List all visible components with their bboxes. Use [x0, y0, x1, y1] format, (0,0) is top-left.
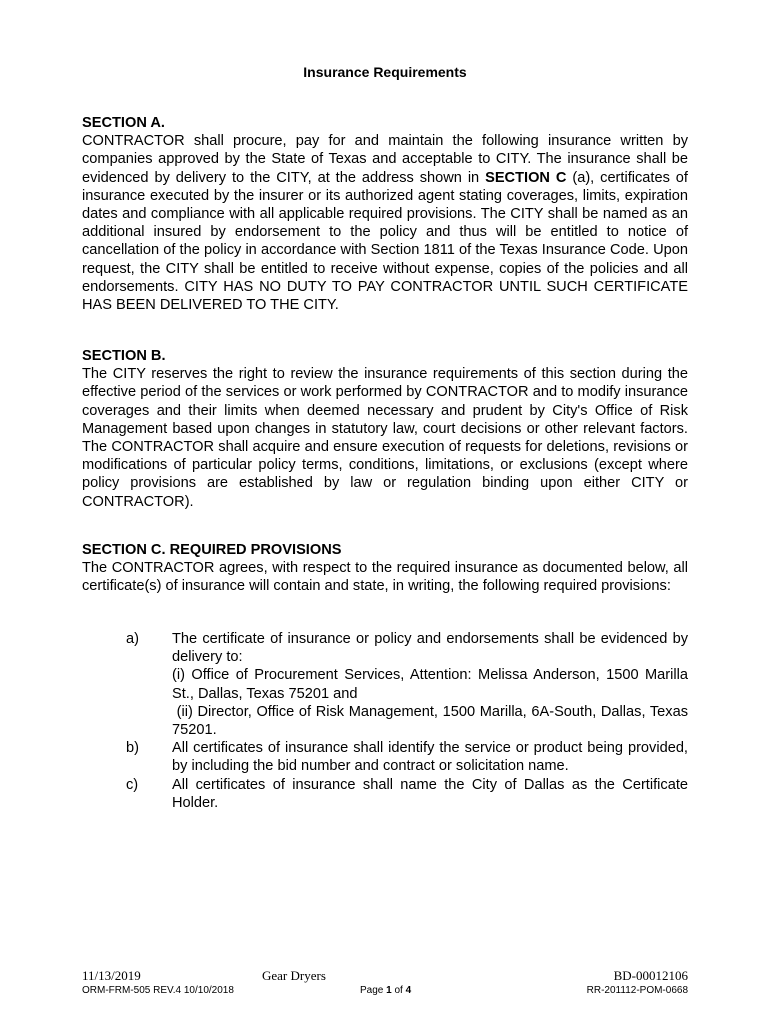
section-a-heading: SECTION A.: [82, 115, 165, 131]
footer-product: Gear Dryers: [262, 968, 326, 983]
section-a-paragraph: [82, 132, 688, 314]
list-item-line: The certificate of insurance or policy and endorsements shall be evidenced by delivery to:: [172, 631, 688, 666]
page-of: of: [391, 985, 406, 996]
footer-date: 11/13/2019: [82, 968, 141, 983]
page-number: 1: [386, 985, 392, 996]
list-item-line: All certificates of insurance shall identify the service or product being provided, by including the bid number and contract or solicitation name.: [172, 740, 688, 775]
required-provisions-list: [82, 630, 693, 812]
section-a-text-after: (a), certificates of insurance executed by the insurer or its authorized agent stating coverages, limits, expiration dates and compliance with all applicable required provisions. The CITY shall be named as an additional insured by endorsement to the policy and thus will be entitled to notice of cancellation of the policy in accordance with Section 1811 of the Texas Insurance Code. Upon request, the CITY shall be entitled to receive without expense, copies of the policies and all endorsements. CITY HAS NO DUTY TO PAY CONTRACTOR UNTIL SUCH CERTIFICATE HAS BEEN DELIVERED TO THE CITY.: [82, 169, 688, 314]
list-item: [82, 630, 693, 739]
section-b: [82, 347, 688, 511]
list-item-label: c): [126, 776, 139, 793]
footer-bd-number: BD-00012106: [613, 968, 688, 983]
footer-page-indicator: [360, 985, 411, 996]
list-item: [82, 776, 688, 812]
list-item-body: [172, 630, 693, 739]
list-item-line: All certificates of insurance shall name the City of Dallas as the Certificate Holder.: [172, 776, 688, 811]
section-c-heading: SECTION C. REQUIRED PROVISIONS: [82, 542, 342, 558]
footer-rr-number: RR-201112-POM-0668: [586, 985, 688, 996]
list-item-body: [172, 739, 688, 775]
section-b-paragraph: The CITY reserves the right to review the insurance requirements of this section during the effective period of the services or work performed by CONTRACTOR and to modify insurance coverages and their limits when deemed necessary and prudent by City's Office of Risk Management based upon changes in statutory law, court decisions or other relevant factors. The CONTRACTOR shall acquire and ensure execution of requests for deletions, revisions or modifications of particular policy terms, conditions, limitations, or exclusions (except where policy provisions are established by law or regulation binding upon either CITY or CONTRACTOR).: [82, 366, 688, 510]
list-item: [82, 739, 688, 775]
list-item-label: b): [126, 740, 139, 757]
page-total: 4: [405, 985, 412, 996]
page-prefix: Page: [360, 985, 387, 996]
footer-form-number: ORM-FRM-505 REV.4 10/10/2018: [82, 985, 234, 996]
list-item-line: (i) Office of Procurement Services, Attention: Melissa Anderson, 1500 Marilla St., Dallas, Texas 75201 and: [172, 667, 688, 702]
section-a: [82, 114, 688, 314]
list-item-body: [172, 776, 688, 812]
page-title: Insurance Requirements: [303, 64, 467, 80]
list-item-label: a): [126, 631, 139, 647]
section-b-heading: SECTION B.: [82, 348, 166, 364]
section-a-text-bold: SECTION C: [485, 169, 567, 186]
section-a-text-before: CONTRACTOR shall procure, pay for and maintain the following insurance written by companies approved by the State of Texas and acceptable to CITY. The insurance shall be evidenced by delivery to the CITY, at the address shown in: [82, 133, 688, 186]
section-c-paragraph: The CONTRACTOR agrees, with respect to the required insurance as documented below, all certificate(s) of insurance will contain and state, in writing, the following required provisions:: [82, 560, 688, 595]
list-item-line: (ii) Director, Office of Risk Management, 1500 Marilla, 6A-South, Dallas, Texas 75201.: [172, 703, 693, 739]
section-c: [82, 541, 688, 596]
